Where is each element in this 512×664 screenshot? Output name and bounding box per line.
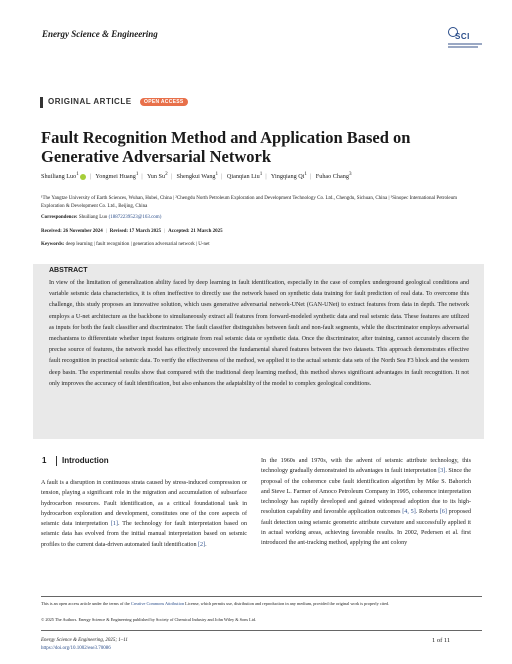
keywords-text: deep learning | fault recognition | generation adversarial network | U-net: [65, 242, 210, 247]
publisher-logo: [448, 27, 482, 49]
author-sup: 1: [135, 171, 139, 177]
author-separator: |: [309, 173, 312, 181]
author-sup: 2: [165, 171, 168, 177]
author-sup: 1: [76, 171, 79, 177]
body-text: In the 1960s and 1970s, with the advent of seismic attribute technology, this technology gradually demonstrated its advantages in fault interpretation: [261, 458, 471, 475]
author-sup: 1: [215, 171, 219, 177]
reference-link[interactable]: [4, 5]: [402, 509, 416, 516]
correspondence-label: Correspondence:: [41, 215, 78, 220]
date-separator: |: [164, 229, 166, 234]
reference-link[interactable]: [2]: [198, 541, 206, 548]
correspondence-email[interactable]: (18872239523@163.com): [108, 215, 162, 220]
author-separator: |: [221, 173, 223, 181]
logo-text: SCI: [455, 32, 470, 41]
author-name[interactable]: Yun Su: [147, 173, 166, 181]
article-dates: [41, 229, 481, 234]
notice-text: License, which permits use, distribution and reproduction in any medium, provided the original work is properly cited.: [184, 601, 390, 606]
footer-rule: [41, 596, 482, 597]
author-sup: 1: [304, 171, 307, 177]
accepted-date: Accepted: 21 March 2025: [168, 229, 223, 234]
license-link[interactable]: Creative Commons Attribution: [130, 601, 185, 606]
abstract-heading: ABSTRACT: [49, 267, 88, 274]
body-text: A fault is a disruption in continuous strata caused by stress-induced compression or tension, playing a significant role in the migration and accumulation of subsurface hydrocarbon resources. Fault identification, as a critical foundational task in hydrocarbon exploration and development, constitutes one of the core aspects of seismic data interpretation: [41, 480, 247, 528]
article-type-label: ORIGINAL ARTICLE: [48, 97, 132, 106]
body-text: proposed fault detection using seismic geometric attribute curvature and successfully applied it in actual working areas, achieving favorable results. In 2002, Pedersen et al. first introduced the ant-tracking method, applying the ant colony: [261, 509, 471, 547]
author-separator: |: [89, 173, 92, 181]
section-number: 1: [42, 456, 47, 465]
correspondence-name: Shuiliang Luo: [78, 215, 108, 220]
article-title: Fault Recognition Method and Application Based on Generative Adversarial Network: [41, 128, 411, 166]
revised-date: Revised: 17 March 2025: [109, 229, 162, 234]
section-divider: [56, 456, 57, 466]
author-name[interactable]: Fuhao Chang: [315, 173, 349, 181]
body-text: . Roberts: [415, 509, 440, 516]
section-title: Introduction: [62, 456, 109, 465]
received-date: Received: 26 November 2024: [41, 229, 103, 234]
reference-link[interactable]: [3]: [438, 468, 446, 475]
abstract-text: In view of the limitation of generalization ability faced by deep learning in fault identification, especially in the case of complex underground geological conditions and variable seismic data characteristics, it is often ineffective to directly use the network based on synthetic data training for fault prediction of real data. To overcome this challenge, this study proposes an innovative solution, which uses generative adversarial network-UNet (GAN-UNet) to extract features from data in depth. The network employs a U-net architecture as the backbone to simultaneously extract all features from forward-modeled synthetic data and real seismic data. These features are utilized as inputs for both the fault classifier and discriminator. The fault classifier distinguishes between fault and non-fault segments, while the discriminator employs adversarial mechanisms to differentiate whether input features originate from real seismic data or synthetic data. Once the discriminator, after training, cannot accurately discern the precise source of features, the network model has effectively uncovered the fundamental shared features between the two datasets. This approach demonstrates effective fault recognition in practical seismic data. To verify the effectiveness of the method, we applied it to the actual seismic data sets of the North Sea F3 block and the western deep basin. The experimental results show that compared with the traditional deep learning method, this method shows significant advantages in fault recognition. It not only improves the accuracy of fault identification, but also enhances the adaptability of the model to complex geological conditions.: [49, 280, 469, 387]
correspondence: [41, 215, 481, 220]
author-separator: |: [265, 173, 267, 181]
author-separator: |: [141, 173, 143, 181]
author-sup: 3: [348, 171, 352, 177]
orcid-icon[interactable]: [80, 174, 86, 180]
author-name[interactable]: Yingqiang Qi: [270, 173, 305, 181]
doi-link[interactable]: https://doi.org/10.1002/ese3.70086: [41, 646, 111, 651]
logo-line: [448, 43, 482, 45]
body-column-left: [41, 478, 247, 550]
author-separator: |: [170, 173, 172, 181]
journal-name: Energy Science & Engineering: [42, 29, 158, 39]
date-separator: |: [105, 229, 107, 234]
body-text: . Since the proposal of the coherence cube fault identification algorithm by Mike S. Bahorich and Steve L. Farmer of Amoco Petroleum Company in 1995, coherence interpretation technology has rapidly developed and gained widespread adoption due to its high-resolution capability and favorable application outcomes: [261, 468, 471, 516]
citation-line: Energy Science & Engineering, 2025; 1–11: [41, 638, 128, 643]
keywords: [41, 242, 481, 247]
author-name[interactable]: Qianqian Liu: [226, 173, 260, 181]
open-access-notice: [41, 601, 482, 607]
body-text: . The technology for fault interpretation based on seismic data has evolved from the initial manual interpretation based on seismic profiles to the current data-driven automated fault identification: [41, 521, 247, 548]
page-number: 1 of 11: [432, 637, 451, 644]
reference-link[interactable]: [6]: [439, 509, 447, 516]
author-list: [41, 171, 491, 180]
author-name[interactable]: Shengkui Wang: [176, 173, 216, 181]
affiliations: ¹The Yangtze University of Earth Sciences, Wuhan, Hubei, China | ²Chengdu North Petroleum Exploration and Development Technology Co. Ltd., Chengdu, Sichuan, China | ³Sinopec International Petroleum Exploration & Development Co. Ltd., Beijing, China: [41, 196, 457, 209]
logo-line: [448, 46, 478, 48]
keywords-label: Keywords:: [41, 242, 65, 247]
reference-link[interactable]: [1]: [110, 521, 118, 528]
footer-rule: [41, 630, 482, 631]
body-column-right: [261, 456, 471, 549]
notice-text: This is an open access article under the terms of the: [41, 601, 131, 606]
copyright-notice: © 2025 The Authors. Energy Science & Engineering published by Society of Chemical Industry and John Wiley & Sons Ltd.: [41, 617, 257, 622]
author-sup: 1: [259, 171, 263, 177]
body-text: .: [205, 541, 207, 548]
open-access-badge: OPEN ACCESS: [140, 98, 188, 106]
author-name[interactable]: Yongmei Huang: [95, 173, 136, 181]
article-type-bar: [40, 97, 43, 108]
author-name[interactable]: Shuiliang Luo: [41, 173, 77, 181]
